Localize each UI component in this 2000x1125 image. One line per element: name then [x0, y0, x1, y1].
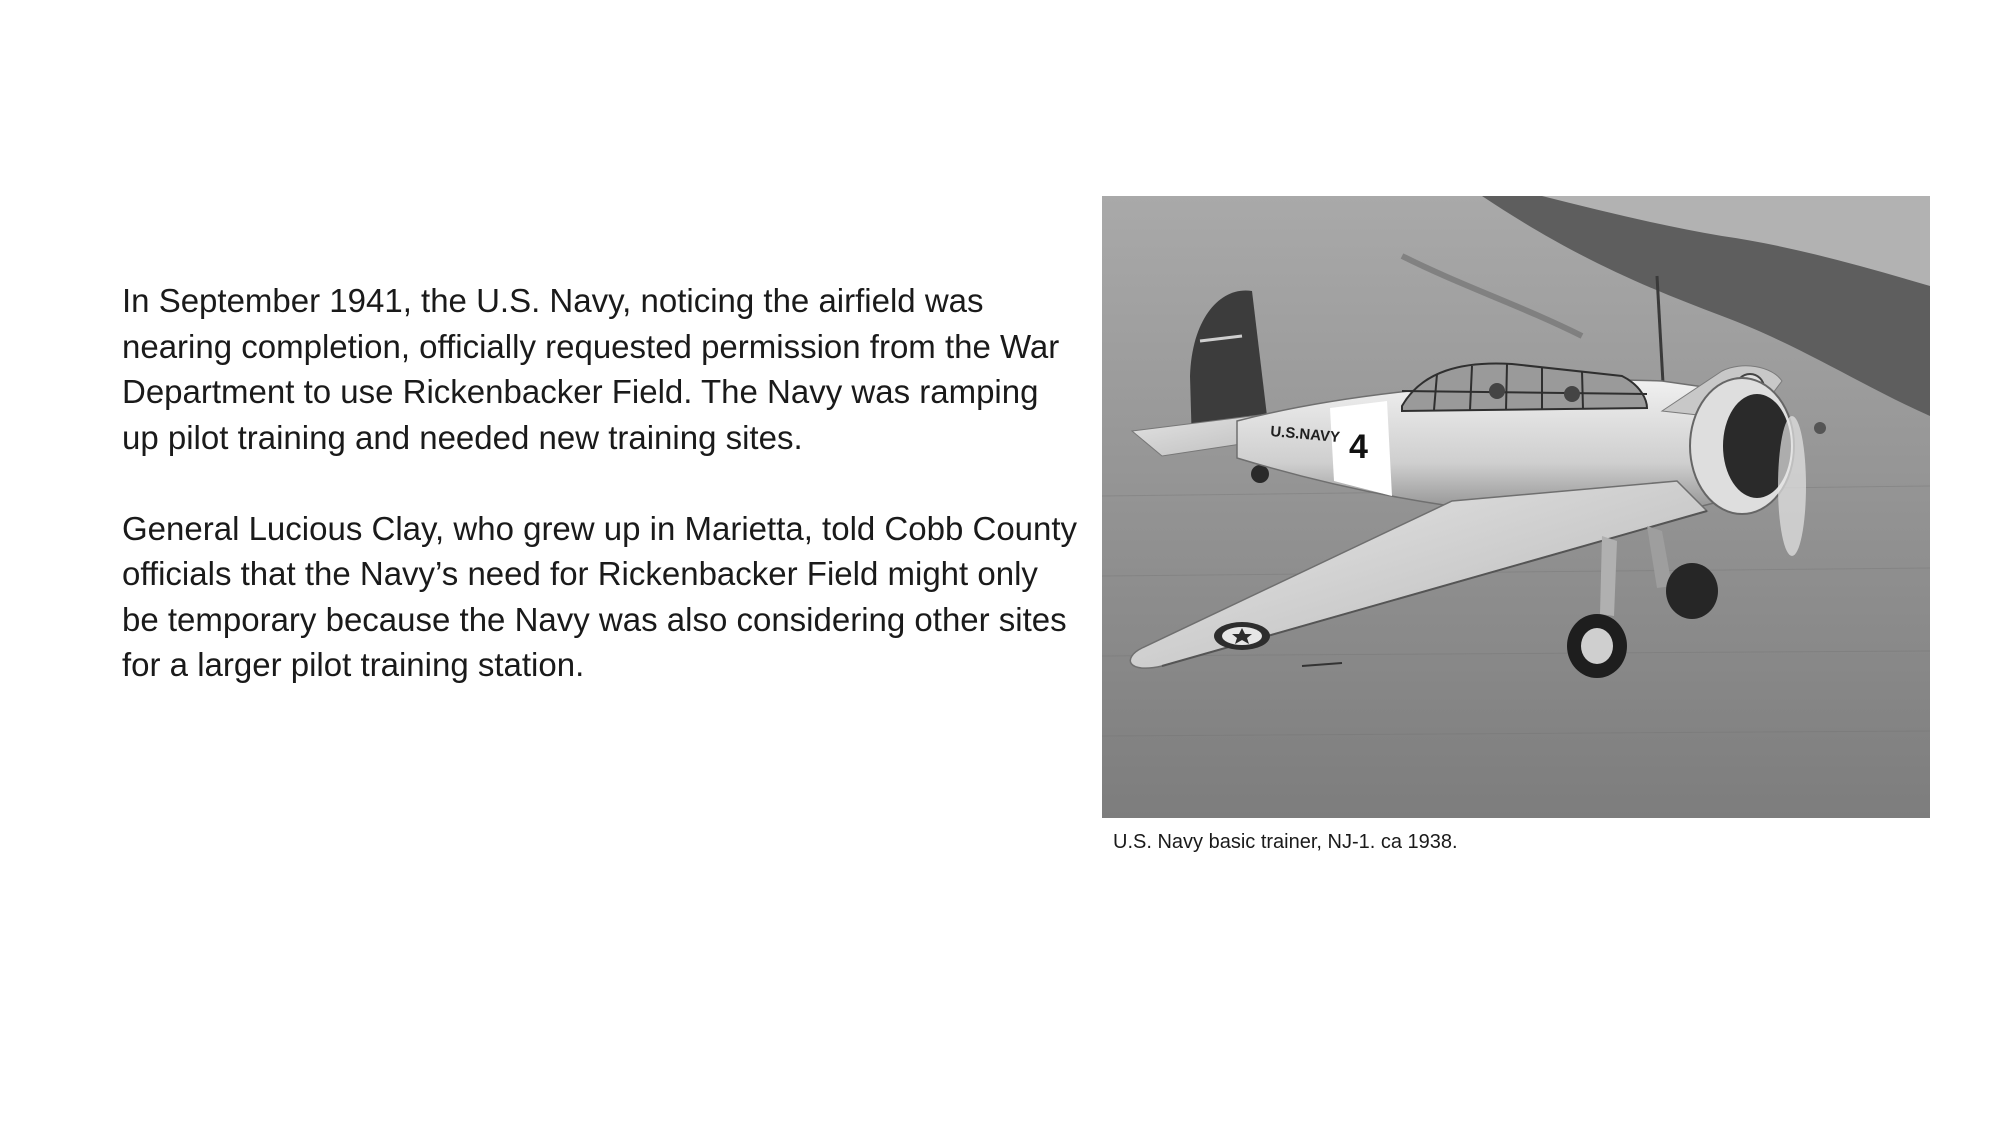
aircraft-number: 4: [1349, 428, 1368, 466]
fuselage-marking: U.S.NAVY: [1269, 423, 1341, 447]
photo-caption: U.S. Navy basic trainer, NJ-1. ca 1938.: [1113, 831, 1458, 853]
body-text: [122, 278, 1082, 688]
paragraph-navy-request: In September 1941, the U.S. Navy, noticing the airfield was nearing completion, officially requested permission from the War Department to use Rickenbacker Field. The Navy was ramping up pilot training and needed new training sites.: [122, 282, 1060, 456]
aircraft-photo: [1102, 196, 1930, 818]
paragraph-general-clay: General Lucious Clay, who grew up in Marietta, told Cobb County officials that the Navy’s need for Rickenbacker Field might only be temporary because the Navy was also considering other sites for a larger pilot training station.: [122, 509, 1078, 683]
navy-trainer-illustration: [1102, 196, 1930, 818]
